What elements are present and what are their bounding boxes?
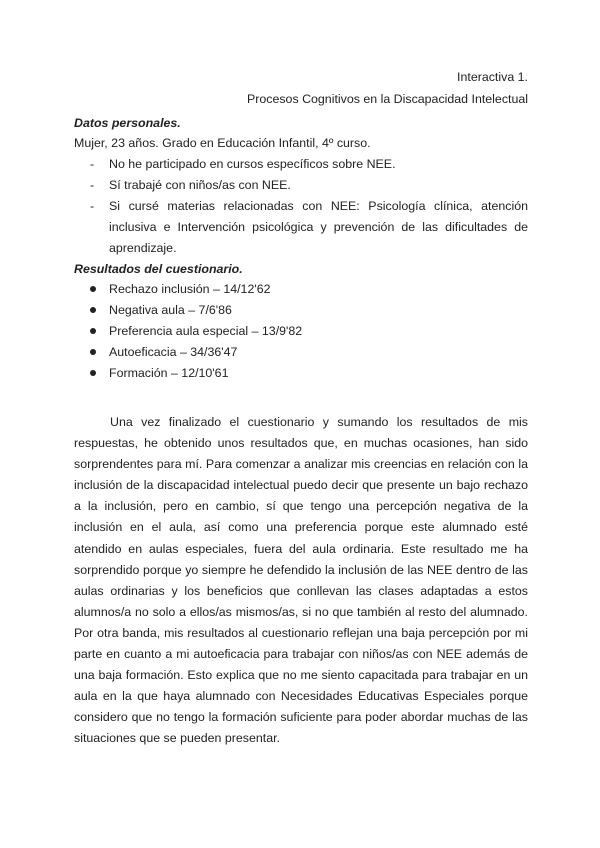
personal-data-intro: Mujer, 23 años. Grado en Educación Infantil, 4º curso.: [74, 136, 371, 150]
header-subtitle: Procesos Cognitivos en la Discapacidad Intelectual: [246, 92, 528, 106]
header-title: Interactiva 1.: [457, 70, 528, 84]
bullet-icon: [90, 328, 96, 334]
list-item: - Sí trabajé con niños/as con NEE.: [74, 175, 528, 196]
bullet-icon: [90, 370, 96, 376]
dash-marker: -: [90, 199, 95, 213]
bullet-icon: [90, 286, 96, 292]
bullet-icon: [90, 349, 96, 355]
list-item: Preferencia aula especial – 13/9'82: [74, 321, 528, 342]
dash-marker: -: [90, 157, 95, 171]
list-item: Formación – 12/10'61: [74, 363, 528, 384]
list-item: Autoeficacia – 34/36'47: [74, 342, 528, 363]
list-item: - Si cursé materias relacionadas con NEE: Psicología clínica, atención inclusiva e Intervención psicológica y prevención de las dificultades de aprendizaje.: [74, 196, 528, 259]
personal-data-list: [74, 154, 528, 259]
list-item: Negativa aula – 7/6'86: [74, 300, 528, 321]
list-item: Rechazo inclusión – 14/12'62: [74, 279, 528, 300]
results-list: [74, 279, 528, 384]
results-heading: Resultados del cuestionario.: [74, 262, 243, 276]
bullet-icon: [90, 307, 96, 313]
document-body: [74, 113, 528, 750]
body-paragraph: Una vez finalizado el cuestionario y sumando los resultados de mis respuestas, he obtenido unos resultados que, en muchas ocasiones, han sido sorprendentes para mí. Para comenzar a analizar mis creencias en relación con la inclusión de la discapacidad intelectual puedo decir que presente un bajo rechazo a la inclusión, pero en cambio, sí que tengo una percepción negativa de la inclusión en el aula, así como una preferencia porque este alumnado esté atendido en aulas especiales, fuera del aula ordinaria. Este resultado me ha sorprendido porque yo siempre he defendido la inclusión de las NEE dentro de las aulas ordinarias y los beneficios que conllevan las clases adaptadas a estos alumnos/a no solo a ellos/as mismos/as, si no que también al resto del alumnado. Por otra banda, mis resultados al cuestionario reflejan una baja percepción por mi parte en cuanto a mi autoeficacia para trabajar con niños/as con NEE además de una baja formación. Esto explica que no me siento capacitada para trabajar en un aula en la que haya alumnado con Necesidades Educativas Especiales porque considero que no tengo la formación suficiente para poder abordar muchas de las situaciones que se pueden presentar.: [74, 415, 528, 746]
personal-data-heading: Datos personales.: [74, 116, 181, 130]
dash-marker: -: [90, 178, 95, 192]
list-item: - No he participado en cursos específicos sobre NEE.: [74, 154, 528, 175]
